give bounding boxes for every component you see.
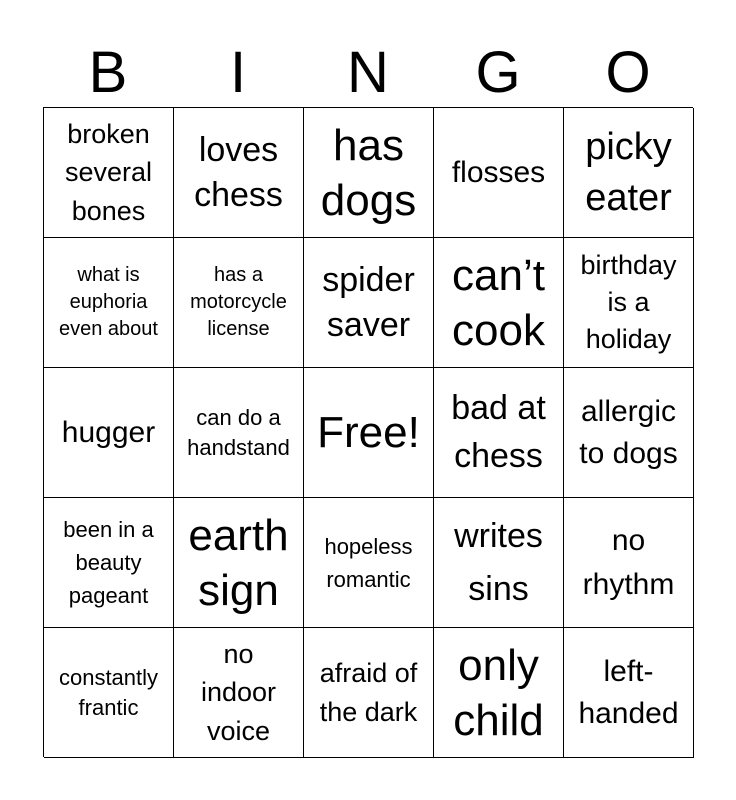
cell-text: left-handed xyxy=(578,655,679,730)
cell-text: hugger xyxy=(61,416,156,449)
bingo-cell xyxy=(434,368,564,498)
bingo-cell xyxy=(434,628,564,758)
header-letter-n: N xyxy=(347,40,389,105)
bingo-cell xyxy=(174,108,304,238)
bingo-cell xyxy=(434,238,564,368)
cell-text: loves chess xyxy=(194,131,283,214)
bingo-cell xyxy=(564,498,694,628)
bingo-cell xyxy=(44,498,174,628)
bingo-cell xyxy=(434,498,564,628)
header-letter-o: O xyxy=(605,40,651,105)
bingo-cell xyxy=(564,108,694,238)
cell-text: what is euphoria even about xyxy=(59,264,158,340)
bingo-grid xyxy=(43,107,693,757)
bingo-cell xyxy=(44,628,174,758)
bingo-cell xyxy=(304,368,434,498)
bingo-cell xyxy=(304,498,434,628)
bingo-cell xyxy=(44,368,174,498)
bingo-cell xyxy=(564,628,694,758)
cell-text: has a motorcycle license xyxy=(190,264,287,340)
header-letter-b: B xyxy=(88,40,128,105)
bingo-cell xyxy=(304,628,434,758)
cell-text: spider saver xyxy=(322,261,415,344)
header-letter-i: I xyxy=(229,40,247,105)
bingo-cell xyxy=(304,238,434,368)
header-letter-g: G xyxy=(475,40,521,105)
cell-text: no indoor voice xyxy=(200,639,277,746)
cell-text: constantly frantic xyxy=(58,665,159,720)
bingo-cell xyxy=(564,238,694,368)
cell-text: allergic to dogs xyxy=(579,395,678,470)
cell-text: flosses xyxy=(451,156,546,189)
cell-text: Free! xyxy=(317,408,420,457)
cell-text: writes sins xyxy=(454,516,543,608)
cell-text: picky eater xyxy=(585,126,672,219)
cell-text: can’t cook xyxy=(452,250,545,355)
cell-text: hopeless romantic xyxy=(324,533,413,592)
bingo-cell xyxy=(44,238,174,368)
bingo-cell xyxy=(174,628,304,758)
cell-text: afraid of the dark xyxy=(319,658,418,727)
cell-text: been in a beauty pageant xyxy=(63,517,154,608)
cell-text: can do a handstand xyxy=(187,405,290,460)
cell-text: bad at chess xyxy=(451,388,546,475)
bingo-cell xyxy=(434,108,564,238)
bingo-cell xyxy=(564,368,694,498)
cell-text: only child xyxy=(453,640,544,745)
bingo-cell xyxy=(44,108,174,238)
bingo-cell xyxy=(304,108,434,238)
cell-text: earth sign xyxy=(188,510,289,615)
cell-text: birthday is a holiday xyxy=(580,249,677,355)
bingo-cell xyxy=(174,498,304,628)
bingo-cell xyxy=(174,238,304,368)
cell-text: no rhythm xyxy=(582,524,675,601)
bingo-header xyxy=(43,40,693,106)
bingo-cell xyxy=(174,368,304,498)
cell-text: has dogs xyxy=(320,120,417,225)
cell-text: broken several bones xyxy=(64,119,153,226)
